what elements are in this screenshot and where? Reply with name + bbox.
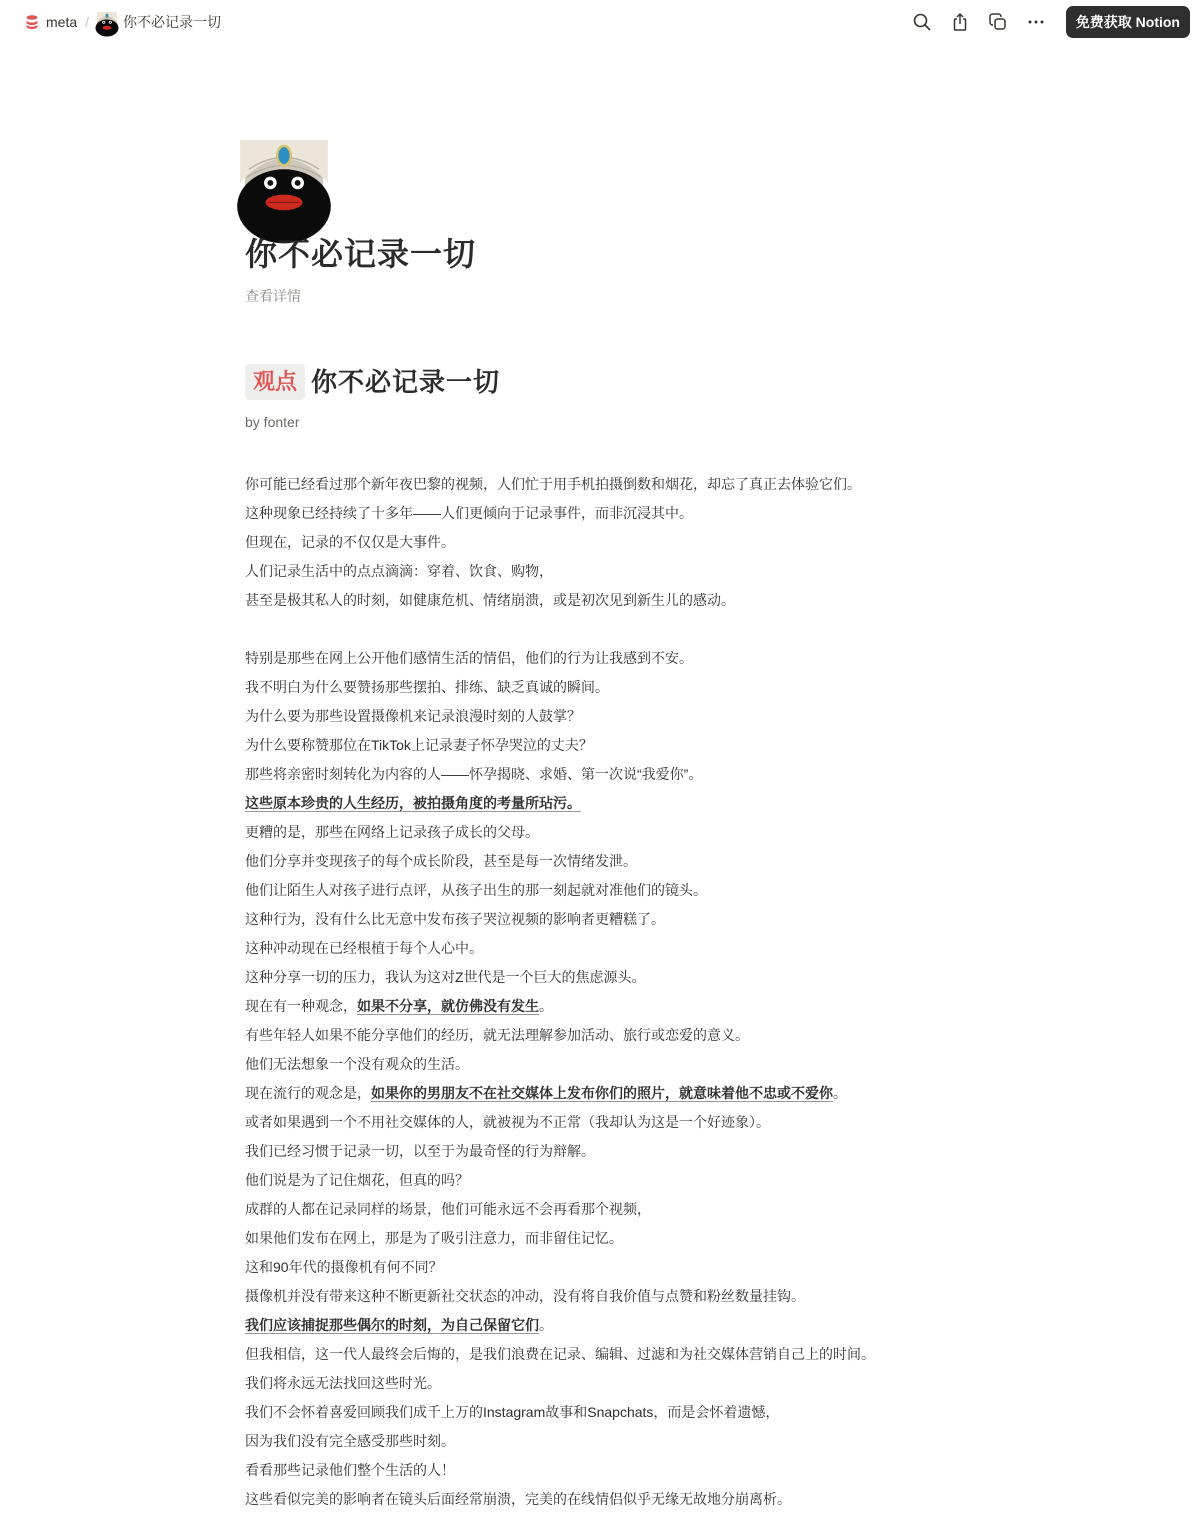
paragraph — [245, 557, 965, 586]
text-run: 人们记录生活中的点点滴滴：穿着、饮食、购物， — [245, 563, 553, 579]
duplicate-icon — [988, 12, 1008, 32]
paragraph — [245, 1398, 965, 1427]
paragraph — [245, 1456, 965, 1485]
text-run: 这种冲动现在已经根植于每个人心中。 — [245, 940, 483, 956]
paragraph — [245, 1253, 965, 1282]
breadcrumb-item-page[interactable] — [91, 10, 227, 34]
text-run: 他们说是为了记住烟花，但真的吗？ — [245, 1172, 469, 1188]
page-content — [245, 140, 965, 1514]
paragraph — [245, 818, 965, 847]
duplicate-button[interactable] — [982, 6, 1014, 38]
paragraph — [245, 528, 965, 557]
page-avatar-icon — [97, 12, 117, 32]
text-run: 如果他们发布在网上，那是为了吸引注意力，而非留住记忆。 — [245, 1230, 623, 1246]
text-run: 有些年轻人如果不能分享他们的经历，就无法理解参加活动、旅行或恋爱的意义。 — [245, 1027, 749, 1043]
paragraph — [245, 1137, 965, 1166]
text-run: 特别是那些在网上公开他们感情生活的情侣，他们的行为让我感到不安。 — [245, 650, 693, 666]
paragraph — [245, 934, 965, 963]
paragraph — [245, 905, 965, 934]
text-run: 我们不会怀着喜爱回顾我们成千上万的Instagram故事和Snapchats，而是会怀着遗憾， — [245, 1404, 780, 1420]
database-icon — [24, 14, 40, 30]
emphasized-text: 我们应该捕捉那些偶尔的时刻，为自己保留它们 — [245, 1317, 539, 1333]
get-notion-button[interactable]: 免费获取 Notion — [1066, 6, 1190, 38]
text-run: 摄像机并没有带来这种不断更新社交状态的冲动，没有将自我价值与点赞和粉丝数量挂钩。 — [245, 1288, 805, 1304]
text-run: 现在有一种观念， — [245, 998, 357, 1014]
category-tag: 观点 — [245, 364, 305, 400]
text-run: 我们将永远无法找回这些时光。 — [245, 1375, 441, 1391]
breadcrumb — [18, 10, 227, 34]
text-run: 这些看似完美的影响者在镜头后面经常崩溃，完美的在线情侣似乎无缘无故地分崩离析。 — [245, 1491, 791, 1507]
text-run: 那些将亲密时刻转化为内容的人——怀孕揭晓、求婚、第一次说“我爱你”。 — [245, 766, 703, 782]
paragraph — [245, 1282, 965, 1311]
top-actions — [906, 6, 1190, 38]
paragraph — [245, 1485, 965, 1514]
text-run: 或者如果遇到一个不用社交媒体的人，就被视为不正常（我却认为这是一个好迹象）。 — [245, 1114, 770, 1130]
breadcrumb-item-meta[interactable] — [18, 12, 83, 32]
page-icon[interactable] — [245, 140, 323, 218]
article-body — [245, 470, 965, 1514]
paragraph — [245, 760, 965, 789]
emphasized-text: 如果不分享，就仿佛没有发生 — [357, 998, 539, 1014]
page-title: 你不必记录一切 — [245, 236, 477, 272]
share-icon — [950, 12, 970, 32]
text-run: 。 — [539, 998, 553, 1014]
view-details-link[interactable]: 查看详情 — [245, 288, 301, 304]
search-button[interactable] — [906, 6, 938, 38]
paragraph — [245, 499, 965, 528]
paragraph — [245, 1195, 965, 1224]
top-bar — [0, 0, 1200, 44]
paragraph — [245, 847, 965, 876]
text-run: 为什么要称赞那位在TikTok上记录妻子怀孕哭泣的丈夫？ — [245, 737, 593, 753]
text-run: 我们已经习惯于记录一切，以至于为最奇怪的行为辩解。 — [245, 1143, 595, 1159]
paragraph — [245, 1166, 965, 1195]
paragraph — [245, 1021, 965, 1050]
breadcrumb-label: meta — [46, 14, 78, 30]
text-run: 。 — [833, 1085, 847, 1101]
text-run: 这和90年代的摄像机有何不同？ — [245, 1259, 443, 1275]
paragraph — [245, 789, 965, 818]
article-heading — [245, 364, 965, 400]
text-run: 更糟的是，那些在网络上记录孩子成长的父母。 — [245, 824, 539, 840]
text-run: 这种分享一切的压力，我认为这对Z世代是一个巨大的焦虑源头。 — [245, 969, 646, 985]
paragraph — [245, 1369, 965, 1398]
paragraph — [245, 963, 965, 992]
text-run: 但现在，记录的不仅仅是大事件。 — [245, 534, 455, 550]
paragraph — [245, 673, 965, 702]
text-run: 我不明白为什么要赞扬那些摆拍、排练、缺乏真诚的瞬间。 — [245, 679, 609, 695]
more-icon — [1026, 12, 1046, 32]
emphasized-text: 这些原本珍贵的人生经历，被拍摄角度的考量所玷污。 — [245, 795, 581, 811]
more-button[interactable] — [1020, 6, 1052, 38]
share-button[interactable] — [944, 6, 976, 38]
paragraph — [245, 876, 965, 905]
text-run: 他们无法想象一个没有观众的生活。 — [245, 1056, 469, 1072]
paragraph — [245, 731, 965, 760]
text-run: 这种现象已经持续了十多年——人们更倾向于记录事件，而非沉浸其中。 — [245, 505, 693, 521]
text-run: 这种行为，没有什么比无意中发布孩子哭泣视频的影响者更糟糕了。 — [245, 911, 665, 927]
article-heading-text: 你不必记录一切 — [311, 367, 501, 397]
text-run: 为什么要为那些设置摄像机来记录浪漫时刻的人鼓掌？ — [245, 708, 581, 724]
paragraph — [245, 1311, 965, 1340]
text-run: 看看那些记录他们整个生活的人！ — [245, 1462, 455, 1478]
search-icon — [912, 12, 932, 32]
text-run: 。 — [539, 1317, 553, 1333]
author-line: by fonter — [245, 414, 300, 430]
paragraph — [245, 1108, 965, 1137]
paragraph — [245, 1427, 965, 1456]
paragraph — [245, 992, 965, 1021]
text-run: 因为我们没有完全感受那些时刻。 — [245, 1433, 455, 1449]
text-run: 但我相信，这一代人最终会后悔的，是我们浪费在记录、编辑、过滤和为社交媒体营销自己上的时间。 — [245, 1346, 875, 1362]
text-run: 甚至是极其私人的时刻，如健康危机、情绪崩溃，或是初次见到新生儿的感动。 — [245, 592, 735, 608]
paragraph — [245, 644, 965, 673]
paragraph — [245, 470, 965, 499]
text-run: 你可能已经看过那个新年夜巴黎的视频，人们忙于用手机拍摄倒数和烟花，却忘了真正去体验它们。 — [245, 476, 861, 492]
text-run: 成群的人都在记录同样的场景，他们可能永远不会再看那个视频， — [245, 1201, 651, 1217]
emphasized-text: 如果你的男朋友不在社交媒体上发布你们的照片，就意味着他不忠或不爱你 — [371, 1085, 833, 1101]
paragraph — [245, 586, 965, 615]
text-run: 他们分享并变现孩子的每个成长阶段，甚至是每一次情绪发泄。 — [245, 853, 637, 869]
paragraph — [245, 1079, 965, 1108]
paragraph — [245, 1050, 965, 1079]
breadcrumb-label: 你不必记录一切 — [123, 14, 222, 30]
breadcrumb-separator: / — [85, 14, 90, 30]
paragraph — [245, 702, 965, 731]
text-run: 他们让陌生人对孩子进行点评，从孩子出生的那一刻起就对准他们的镜头。 — [245, 882, 707, 898]
paragraph — [245, 1224, 965, 1253]
paragraph — [245, 1340, 965, 1369]
text-run: 现在流行的观念是， — [245, 1085, 371, 1101]
empty-paragraph — [245, 615, 965, 644]
